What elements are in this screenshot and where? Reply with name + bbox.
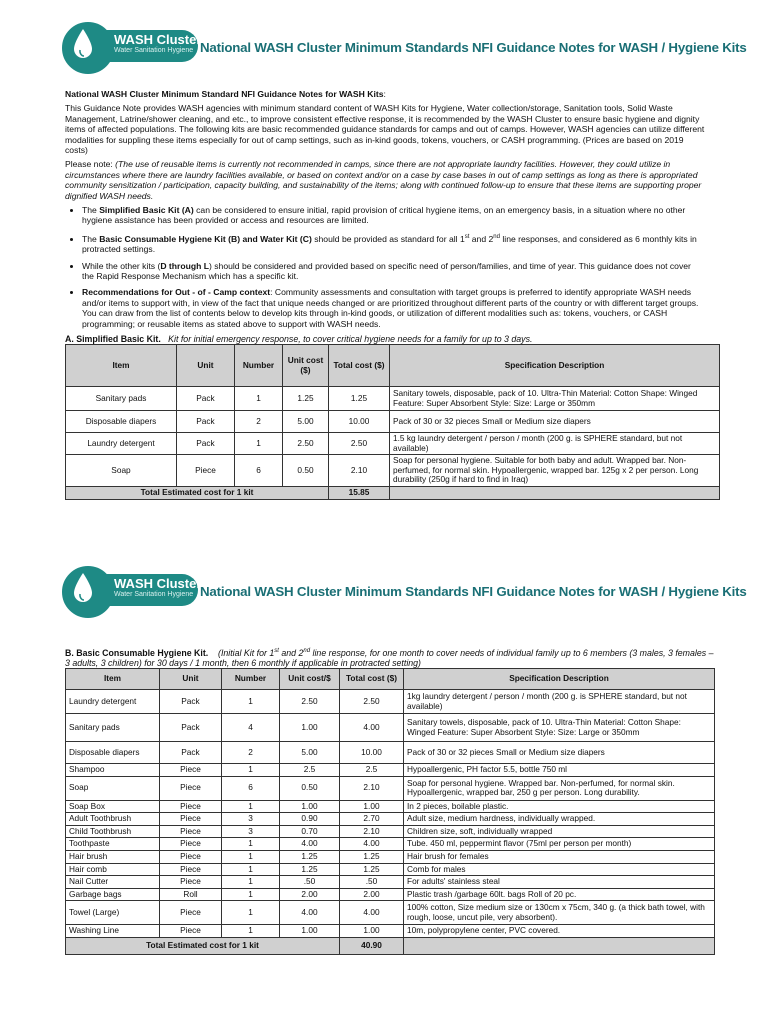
table-cell: 0.90: [280, 813, 340, 826]
kit-a-table: [65, 344, 720, 500]
table-cell: Soap Box: [66, 800, 160, 813]
table-cell: 1.00: [280, 714, 340, 742]
water-drop-icon: [72, 28, 94, 62]
table-cell: 0.50: [280, 776, 340, 800]
table-cell: Laundry detergent: [66, 690, 160, 714]
table-cell: .50: [340, 876, 404, 889]
list-item: • Recommendations for Out - of - Camp context: Community assessments and consultation with target groups is preferred to identify appropriate WASH needs and/or items to support with, in view of the fact that unique needs changed or are prioritized throughout different parts of the country or with different target groups. You can draw from the list of contents below to develop kits through in-kind goods, or utilization of different modalities such as: tokens, vouchers, or CASH programming; or reusable items as stated above to support with WASH needs.: [82, 287, 705, 329]
logo-name: WASH Cluster: [114, 576, 202, 591]
table-cell: Total Estimated cost for 1 kit: [66, 937, 340, 954]
logo-subtitle: Water Sanitation Hygiene: [114, 591, 194, 598]
water-drop-icon: [72, 572, 94, 606]
table-cell: Garbage bags: [66, 888, 160, 901]
table-cell: Nail Cutter: [66, 876, 160, 889]
table-cell: Pack: [177, 387, 235, 411]
table-cell: [390, 487, 720, 500]
kit-b-title: B. Basic Consumable Hygiene Kit. (Initial Kit for 1st and 2nd line response, for one month to cover needs of individual family up to 6 members (3 males, 3 females – 3 adults, 3 children) for 30 days / 1 month, then 6 monthly if applicable in protracted setting): [65, 647, 714, 668]
table-cell: Piece: [160, 925, 222, 938]
page-title: National WASH Cluster Minimum Standards NFI Guidance Notes for WASH / Hygiene Kits: [200, 583, 747, 599]
table-row: [66, 863, 715, 876]
table-cell: Tube. 450 ml, peppermint flavor (75ml per person per month): [404, 838, 715, 851]
table-row: [66, 764, 715, 777]
table-cell: Pack: [160, 690, 222, 714]
table-cell: 4: [222, 714, 280, 742]
wash-cluster-logo: [62, 566, 202, 616]
table-cell: Sanitary pads: [66, 714, 160, 742]
table-cell: 1: [222, 863, 280, 876]
table-row: [66, 714, 715, 742]
table-cell: 2.50: [340, 690, 404, 714]
table-cell: Total Estimated cost for 1 kit: [66, 487, 329, 500]
table-row: [66, 776, 715, 800]
page-title: National WASH Cluster Minimum Standards NFI Guidance Notes for WASH / Hygiene Kits: [200, 39, 747, 55]
table-row: [66, 690, 715, 714]
table-cell: 1: [222, 838, 280, 851]
table-cell: Pack of 30 or 32 pieces Small or Medium size diapers: [390, 411, 720, 433]
table-cell: 40.90: [340, 937, 404, 954]
table-cell: 2: [235, 411, 283, 433]
table-cell: Sanitary towels, disposable, pack of 10. Ultra-Thin Material: Cotton Shape: Winged Feature: Super Absorbent Style: Size: Large or 350mm: [404, 714, 715, 742]
intro-heading: National WASH Cluster Minimum Standard NFI Guidance Notes for WASH Kits:: [65, 89, 386, 99]
table-cell: 1.00: [280, 925, 340, 938]
table-cell: Children size, soft, individually wrapped: [404, 825, 715, 838]
table-cell: Hair brush: [66, 850, 160, 863]
table-cell: Hair brush for females: [404, 850, 715, 863]
table-cell: 6: [222, 776, 280, 800]
table-row: [66, 411, 720, 433]
table-row: [66, 850, 715, 863]
table-cell: 1: [222, 764, 280, 777]
table-cell: 1: [222, 690, 280, 714]
table-cell: 2.00: [340, 888, 404, 901]
table-header: Total cost ($): [340, 669, 404, 690]
table-cell: Soap for personal hygiene. Wrapped bar. Non-perfumed, for normal skin. Hypoallergenic, wrapped bar, 250 g per person. Long durability.: [404, 776, 715, 800]
table-cell: Plastic trash /garbage 60lt. bags Roll of 20 pc.: [404, 888, 715, 901]
table-cell: Sanitary pads: [66, 387, 177, 411]
table-cell: 1: [222, 901, 280, 925]
table-row: [66, 742, 715, 764]
table-cell: 5.00: [280, 742, 340, 764]
table-cell: 1.00: [340, 800, 404, 813]
table-cell: 1: [235, 433, 283, 455]
table-cell: In 2 pieces, boilable plastic.: [404, 800, 715, 813]
table-cell: 4.00: [280, 838, 340, 851]
table-cell: Piece: [160, 764, 222, 777]
table-header: Unit cost/$: [280, 669, 340, 690]
table-cell: .50: [280, 876, 340, 889]
table-header: Item: [66, 669, 160, 690]
table-row: [66, 876, 715, 889]
table-cell: Pack of 30 or 32 pieces Small or Medium size diapers: [404, 742, 715, 764]
table-cell: Washing Line: [66, 925, 160, 938]
table-cell: 1.25: [280, 863, 340, 876]
table-cell: 2.00: [280, 888, 340, 901]
table-cell: Piece: [160, 838, 222, 851]
intro-note: Please note: (The use of reusable items is currently not recommended in camps, since there are not appropriate laundry facilities. However, they could utilize in circumstances where there are laundry facilities available, or based on context and/or on a case by case bases in out of camp settings as long as there is appropriated community sensitization / participation, capacity building, and sustainability of the items; along with continued follow-up to ensure that these items are supporting proper dignified WASH needs.: [65, 159, 702, 201]
table-cell: Towel (Large): [66, 901, 160, 925]
wash-cluster-logo: [62, 22, 202, 72]
table-cell: Piece: [160, 901, 222, 925]
intro-paragraph: This Guidance Note provides WASH agencies with minimum standard content of WASH Kits for Hygiene, Water collection/storage, Sanitation tools, Solid Waste Management, Latrine/shower cleaning, and etc., to improve consistent effective response, it is recommended by the WASH Cluster to ensure basic hygiene and dignity items of affected populations. The following kits are basic recommended guidance standards for camps and out of camps. However, WASH agencies can utilize different modalities for suppling these items especially for out of camp settings, such as in-kind goods, tokens, vouchers, or CASH programming. (Prices are based on 2019 costs): [65, 103, 705, 156]
table-cell: 0.70: [280, 825, 340, 838]
table-cell: 1: [222, 888, 280, 901]
table-cell: Piece: [160, 863, 222, 876]
table-total-row: [66, 937, 715, 954]
table-cell: 1: [222, 876, 280, 889]
table-cell: 2: [222, 742, 280, 764]
table-cell: Hair comb: [66, 863, 160, 876]
table-cell: Adult Toothbrush: [66, 813, 160, 826]
table-total-row: [66, 487, 720, 500]
table-row: [66, 387, 720, 411]
table-row: [66, 888, 715, 901]
table-cell: 6: [235, 455, 283, 487]
table-header: Specification Description: [404, 669, 715, 690]
table-cell: 4.00: [340, 714, 404, 742]
table-cell: 4.00: [340, 838, 404, 851]
table-cell: Adult size, medium hardness, individually wrapped.: [404, 813, 715, 826]
table-cell: Pack: [177, 411, 235, 433]
table-cell: Piece: [177, 455, 235, 487]
table-cell: Child Toothbrush: [66, 825, 160, 838]
table-cell: Pack: [160, 742, 222, 764]
table-row: [66, 901, 715, 925]
table-cell: 1.25: [283, 387, 329, 411]
table-row: [66, 825, 715, 838]
table-cell: 1.25: [329, 387, 390, 411]
table-cell: 5.00: [283, 411, 329, 433]
table-cell: 1: [235, 387, 283, 411]
table-cell: 2.50: [329, 433, 390, 455]
table-cell: 1: [222, 800, 280, 813]
table-cell: 2.50: [280, 690, 340, 714]
table-cell: 2.10: [340, 825, 404, 838]
table-cell: Sanitary towels, disposable, pack of 10. Ultra-Thin Material: Cotton Shape: Winged Feature: Super Absorbent Style: Size: Large or 350mm: [390, 387, 720, 411]
table-cell: Pack: [177, 433, 235, 455]
logo-name: WASH Cluster: [114, 32, 202, 47]
table-cell: 15.85: [329, 487, 390, 500]
table-cell: Disposable diapers: [66, 742, 160, 764]
table-cell: 10m, polypropylene center, PVC covered.: [404, 925, 715, 938]
table-header: Number: [222, 669, 280, 690]
table-header: Unit cost ($): [283, 345, 329, 387]
table-cell: Piece: [160, 800, 222, 813]
table-cell: Hypoallergenic, PH factor 5.5, bottle 750 ml: [404, 764, 715, 777]
table-header: Unit: [160, 669, 222, 690]
table-cell: 10.00: [340, 742, 404, 764]
table-cell: Toothpaste: [66, 838, 160, 851]
table-cell: 4.00: [280, 901, 340, 925]
table-cell: Laundry detergent: [66, 433, 177, 455]
table-cell: [404, 937, 715, 954]
table-cell: Piece: [160, 825, 222, 838]
table-row: [66, 838, 715, 851]
table-header: Item: [66, 345, 177, 387]
list-item: • The Basic Consumable Hygiene Kit (B) and Water Kit (C) should be provided as standard for all 1st and 2nd line responses, and considered as 6 monthly kits in protracted settings.: [82, 232, 705, 255]
table-cell: 1.25: [280, 850, 340, 863]
table-cell: Disposable diapers: [66, 411, 177, 433]
table-cell: 2.70: [340, 813, 404, 826]
table-cell: Piece: [160, 776, 222, 800]
table-row: [66, 813, 715, 826]
table-cell: Piece: [160, 850, 222, 863]
table-cell: Comb for males: [404, 863, 715, 876]
logo-subtitle: Water Sanitation Hygiene: [114, 47, 194, 54]
list-item: • The Simplified Basic Kit (A) can be considered to ensure initial, rapid provision of critical hygiene items, on an emergency basis, in a situation where no other hygiene assistance has been provided or access and resources are limited.: [82, 205, 705, 226]
table-row: [66, 800, 715, 813]
page-header: [62, 22, 747, 72]
table-cell: 2.10: [329, 455, 390, 487]
table-cell: 1.25: [340, 850, 404, 863]
kit-a-title: A. Simplified Basic Kit. Kit for initial emergency response, to cover critical hygiene needs for a family for up to 3 days.: [65, 334, 533, 344]
table-cell: For adults' stainless steal: [404, 876, 715, 889]
table-row: [66, 433, 720, 455]
table-cell: 3: [222, 825, 280, 838]
table-header: Total cost ($): [329, 345, 390, 387]
table-cell: 2.10: [340, 776, 404, 800]
table-cell: 1: [222, 925, 280, 938]
table-header: Unit: [177, 345, 235, 387]
kit-b-table: [65, 668, 715, 955]
table-cell: Piece: [160, 876, 222, 889]
table-cell: 0.50: [283, 455, 329, 487]
table-cell: Pack: [160, 714, 222, 742]
table-cell: 2.50: [283, 433, 329, 455]
table-cell: 1.00: [340, 925, 404, 938]
table-row: [66, 925, 715, 938]
table-row: [66, 455, 720, 487]
list-item: • While the other kits (D through L) should be considered and provided based on specific need of person/families, and time of year. This guidance does not cover the Rapid Response Mechanism which has a specific kit.: [82, 261, 705, 282]
intro-bullets: [65, 205, 705, 329]
table-cell: Shampoo: [66, 764, 160, 777]
table-cell: 10.00: [329, 411, 390, 433]
table-cell: Soap: [66, 776, 160, 800]
table-cell: Soap: [66, 455, 177, 487]
table-cell: 2.5: [280, 764, 340, 777]
page-header-2: [62, 566, 747, 616]
table-cell: 1.5 kg laundry detergent / person / month (200 g. is SPHERE standard, but not available): [390, 433, 720, 455]
table-header: Specification Description: [390, 345, 720, 387]
table-cell: 1.00: [280, 800, 340, 813]
table-cell: 2.5: [340, 764, 404, 777]
table-cell: 1kg laundry detergent / person / month (200 g. is SPHERE standard, but not available): [404, 690, 715, 714]
table-cell: Roll: [160, 888, 222, 901]
intro-section: [65, 89, 705, 335]
table-cell: 3: [222, 813, 280, 826]
table-header: Number: [235, 345, 283, 387]
table-cell: Piece: [160, 813, 222, 826]
table-cell: 4.00: [340, 901, 404, 925]
table-cell: 1: [222, 850, 280, 863]
table-cell: Soap for personal hygiene. Suitable for both baby and adult. Wrapped bar. Non-perfumed, for normal skin. Hypoallergenic, wrapped bar. 125g x 2 per person. Long durability (250g if hard to find in Iraq): [390, 455, 720, 487]
table-cell: 1.25: [340, 863, 404, 876]
table-cell: 100% cotton, Size medium size or 130cm x 75cm, 340 g. (a thick bath towel, with rough, loose, uncut pile, very absorbent).: [404, 901, 715, 925]
